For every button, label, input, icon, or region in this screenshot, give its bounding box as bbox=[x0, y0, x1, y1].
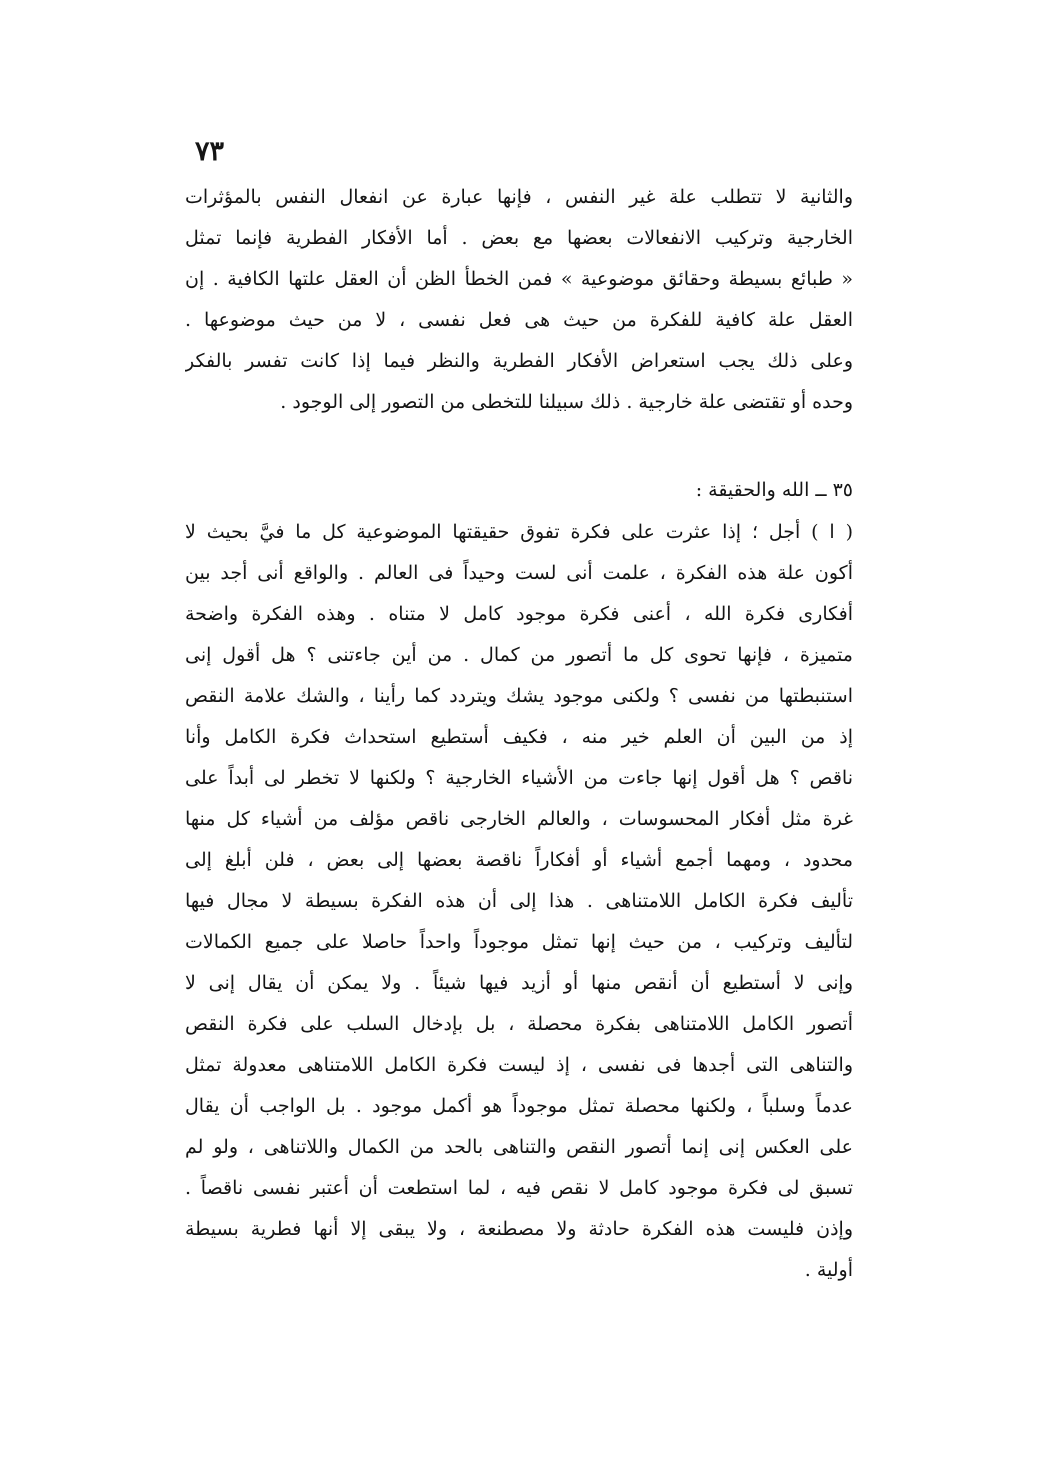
text-line: تسبق لى فكرة موجود كامل لا نقص فيه ، لما استطعت أن أعتبر نفسى ناقصاً . bbox=[185, 1177, 853, 1199]
text-line: وإنى لا أستطيع أن أنقص منها أو أزيد فيها شيئاً . ولا يمكن أن يقال إنى لا bbox=[185, 972, 853, 994]
text-line: وعلى ذلك يجب استعراض الأفكار الفطرية والنظر فيما إذا كانت تفسر بالفكر bbox=[185, 350, 853, 372]
text-line: ( ا ) أجل ؛ إذا عثرت على فكرة تفوق حقيقتها الموضوعية كل ما فيَّ بحيث لا bbox=[185, 521, 853, 543]
text-line: والتناهى التى أجدها فى نفسى ، إذ ليست فكرة الكامل اللامتناهى معدولة تمثل bbox=[185, 1054, 853, 1076]
text-line: لتأليف وتركيب ، من حيث إنها تمثل موجوداً واحداً حاصلا على جميع الكمالات bbox=[185, 931, 853, 953]
text-line: غرة مثل أفكار المحسوسات ، والعالم الخارجى ناقص مؤلف من أشياء كل منها bbox=[185, 808, 853, 830]
text-line: أولية . bbox=[804, 1259, 853, 1281]
paragraph-causes-of-ideas bbox=[185, 177, 853, 423]
text-line: تأليف فكرة الكامل اللامتناهى . هذا إلى أن هذه الفكرة بسيطة لا مجال فيها bbox=[185, 890, 853, 912]
text-line: متميزة ، فإنها تحوى كل ما أتصور من كمال . من أين جاءتنى ؟ هل أقول إنى bbox=[185, 644, 853, 666]
paragraph-god-and-truth bbox=[185, 512, 853, 1291]
text-line: على العكس إنى إنما أتصور النقص والتناهى بالحد من الكمال واللاتناهى ، ولو لم bbox=[185, 1136, 853, 1158]
text-line: وحده أو تقتضى علة خارجية . ذلك سبيلنا للتخطى من التصور إلى الوجود . bbox=[280, 391, 853, 413]
text-line: محدود ، ومهما أجمع أشياء أو أفكاراً ناقصة بعضها إلى بعض ، فلن أبلغ إلى bbox=[185, 849, 853, 871]
text-line: أفكارى فكرة الله ، أعنى فكرة موجود كامل لا متناه . وهذه الفكرة واضحة bbox=[185, 603, 853, 625]
text-line: استنبطتها من نفسى ؟ ولكنى موجود يشك ويتردد كما رأينا ، والشك علامة النقص bbox=[185, 685, 853, 707]
page-number: ٧٣ bbox=[195, 136, 225, 167]
text-line: العقل علة كافية للفكرة من حيث هى فعل نفسى ، لا من حيث موضوعها . bbox=[185, 309, 853, 331]
section-heading: ٣٥ ــ الله والحقيقة : bbox=[695, 479, 853, 501]
text-line: « طبائع بسيطة وحقائق موضوعية » فمن الخطأ الظن أن العقل علتها الكافية . إن bbox=[185, 268, 853, 290]
text-line: عدماً وسلباً ، ولكنها محصلة تمثل موجوداً هو أكمل موجود . بل الواجب أن يقال bbox=[185, 1095, 853, 1117]
text-line: ناقص ؟ هل أقول إنها جاءت من الأشياء الخارجية ؟ ولكنها لا تخطر لى أبداً على bbox=[185, 767, 853, 789]
text-line: أكون علة هذه الفكرة ، علمت أنى لست وحيداً فى العالم . والواقع أنى أجد بين bbox=[185, 562, 853, 584]
text-line: والثانية لا تتطلب علة غير النفس ، فإنها عبارة عن انفعال النفس بالمؤثرات bbox=[185, 186, 853, 208]
text-line: وإذن فليست هذه الفكرة حادثة ولا مصطنعة ، ولا يبقى إلا أنها فطرية بسيطة bbox=[185, 1218, 853, 1240]
text-line: إذ من البين أن العلم خير منه ، فكيف أستطيع استحداث فكرة الكامل وأنا bbox=[185, 726, 853, 748]
text-line: الخارجية وتركيب الانفعالات بعضها مع بعض . أما الأفكار الفطرية فإنما تمثل bbox=[185, 227, 853, 249]
text-line: أتصور الكامل اللامتناهى بفكرة محصلة ، بل بإدخال السلب على فكرة النقص bbox=[185, 1013, 853, 1035]
